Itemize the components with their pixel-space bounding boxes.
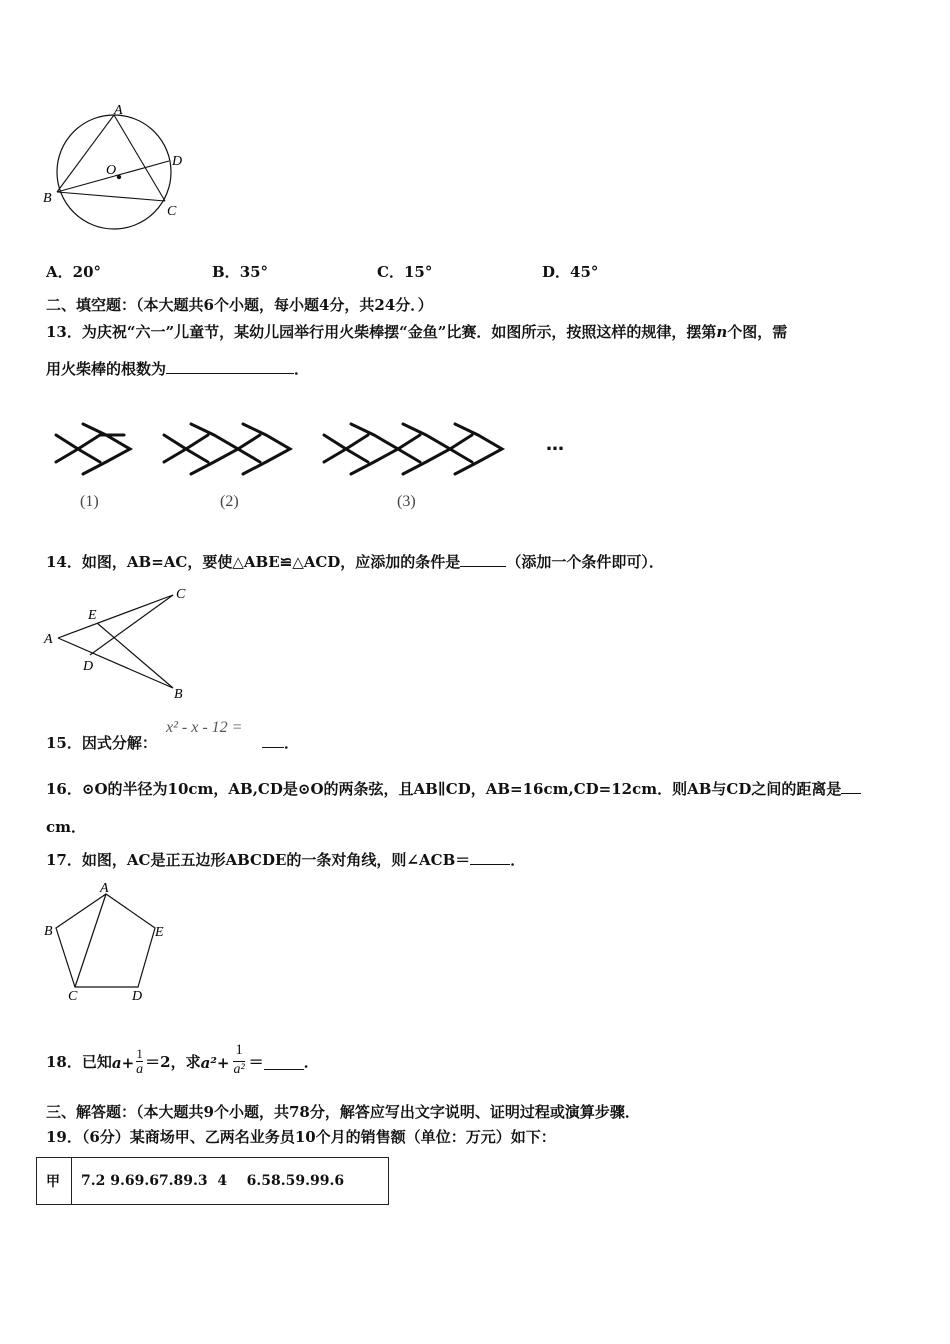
label-c: C [167,204,177,219]
fish-figure-1 [56,424,130,474]
q13-line1: 13．为庆祝“六一”儿童节，某幼儿园举行用火柴棒摆“金鱼”比赛．如图所示，按照这样的规律，摆第n个图，需 [46,323,788,341]
segment-bc [57,192,165,201]
q15-answer: ． [262,732,299,753]
q15-answer-blank[interactable] [262,735,284,748]
q12-option-c[interactable]: C．15° [377,263,433,281]
label-o: O [106,163,117,178]
label-a: A [44,632,53,647]
label-d: D [132,989,143,1004]
q12-option-d[interactable]: D．45° [542,263,599,281]
label-d: D [83,659,94,674]
label-e: E [155,925,164,940]
segment-ac [58,595,173,638]
row-label: 甲 [37,1158,72,1205]
label-e: E [88,608,97,623]
label-b: B [43,191,52,206]
q19-text: 19．（6分）某商场甲、乙两名业务员10个月的销售额（单位：万元）如下： [46,1128,556,1146]
segment-ac [114,115,165,201]
q12-option-a[interactable]: A．20° [46,263,102,281]
sales-table [36,1157,389,1205]
q14-answer-blank[interactable] [460,554,506,567]
fish-figure-3 [324,424,502,474]
q14-text: 14．如图，AB=AC，要使△ABE≌△ACD，应添加的条件是 （添加一个条件即可）． [46,553,664,571]
q17-answer-blank[interactable] [470,852,510,865]
segment-eb [97,623,173,688]
label-a: A [100,881,109,896]
segment-dc [90,595,173,655]
caption-3: (3) [397,493,416,510]
q15-text: 15．因式分解： [46,734,157,752]
q14-triangles-figure [40,582,200,702]
caption-1: (1) [80,493,99,510]
q18-fraction-1: $\frac{1}{a}$ [136,1046,144,1077]
q18-answer-blank[interactable] [264,1057,304,1070]
ellipsis: … [546,434,564,455]
table-row [37,1158,389,1205]
q16-line2: cm． [46,818,87,836]
q16-line1: 16．⊙O的半径为10cm，AB,CD是⊙O的两条弦，且AB∥CD，AB=16cm,CD=12cm．则AB与CD之间的距离是 [46,778,861,799]
q18-text: 18．已知 a+ $\frac{1}{a}$ ＝2，求 a²+ $\frac{1}{\text{a²}}$ ＝ ． [46,1020,319,1078]
q17-text: 17．如图，AC是正五边形ABCDE的一条对角线，则∠ACB＝ ． [46,851,526,869]
caption-2: (2) [220,493,239,510]
q13-matchstick-figures [40,410,600,520]
q17-pentagon-figure [36,878,176,1008]
label-a: A [114,103,123,118]
diagonal-ac [75,894,106,987]
section3-title: 三、解答题：（本大题共9个小题，共78分，解答应写出文字说明、证明过程或演算步骤． [46,1103,640,1121]
q16-answer-blank[interactable] [841,781,861,794]
q13-line2: 用火柴棒的根数为 ． [46,360,310,378]
segment-ab [58,638,173,688]
q12-option-b[interactable]: B．35° [212,263,269,281]
center-point [117,175,121,179]
q12-circle-figure [40,100,200,250]
label-c: C [68,989,78,1004]
pentagon-abcde [56,894,155,987]
row-values: 7.2 9.69.67.89.3 4 6.58.59.99.6 [72,1158,389,1205]
section2-title: 二、填空题：（本大题共6个小题，每小题4分，共24分．） [46,296,433,314]
label-d: D [172,154,183,169]
q18-fraction-2: $\frac{1}{\text{a²}}$ [233,1042,245,1077]
q13-answer-blank[interactable] [166,361,294,374]
segment-ab [57,115,117,192]
label-b: B [174,687,183,702]
q15-expression: x² - x - 12 = [166,719,243,736]
fish-figure-2 [164,424,290,474]
label-c: C [176,587,186,602]
label-b: B [44,924,53,939]
